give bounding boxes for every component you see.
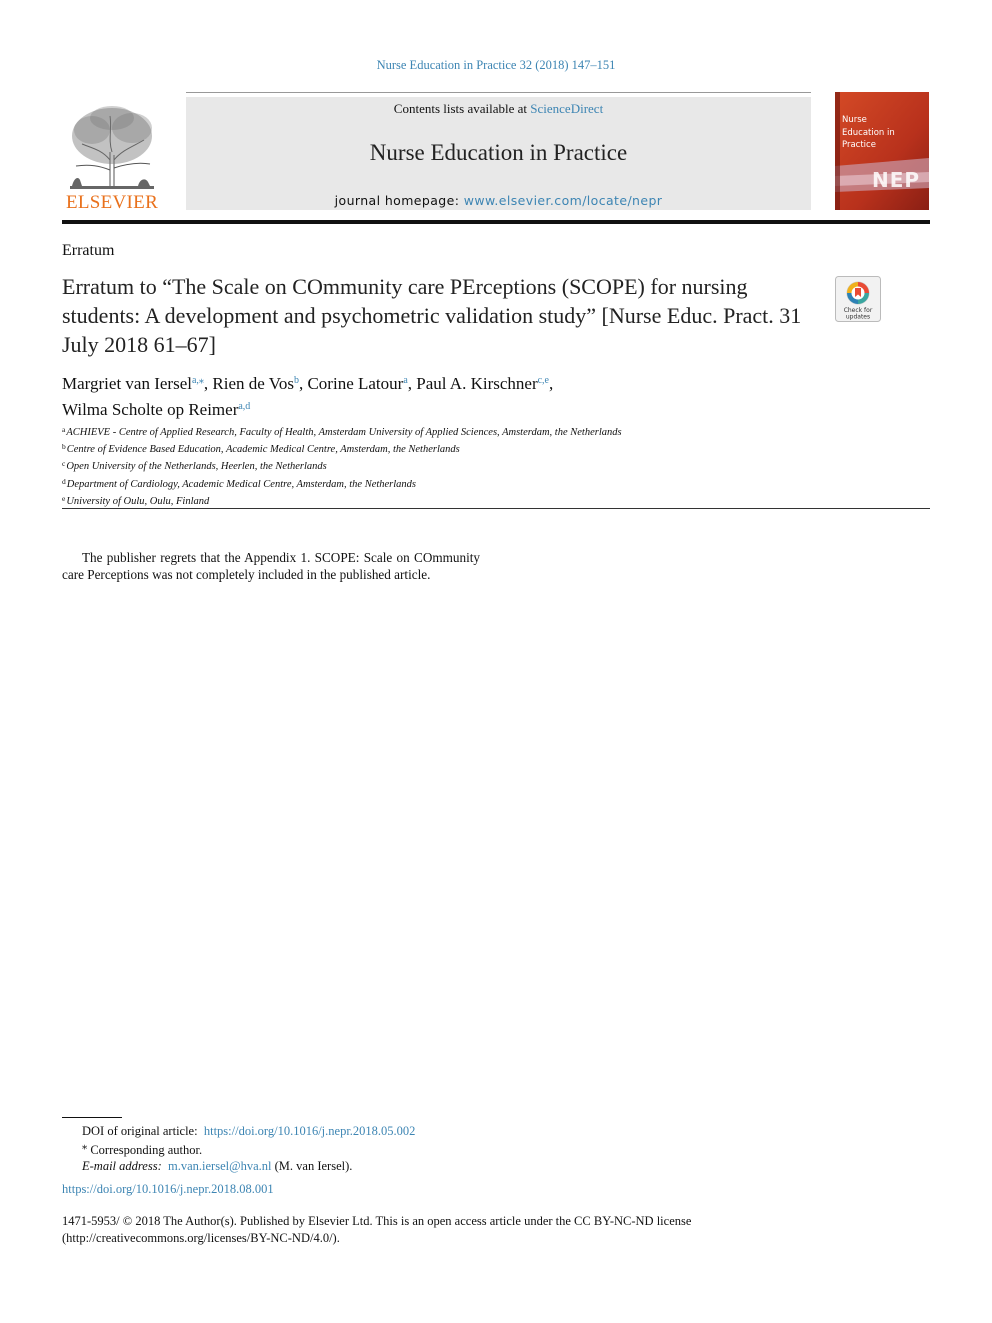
email-link[interactable]: m.van.iersel@hva.nl xyxy=(168,1159,272,1174)
affiliation-item xyxy=(62,423,622,440)
journal-citation[interactable]: Nurse Education in Practice 32 (2018) 147–151 xyxy=(376,58,616,72)
author-affiliation-marker[interactable]: a,⁎ xyxy=(191,375,204,386)
author-name: Rien de Vos xyxy=(212,374,294,393)
doi-label: DOI of original article: xyxy=(82,1124,198,1138)
article-doi-link[interactable]: https://doi.org/10.1016/j.nepr.2018.08.001 xyxy=(62,1182,274,1196)
article-title: Erratum to “The Scale on COmmunity care PErceptions (SCOPE) for nursing students: A development and psychometric validation study” [Nurse Educ. Pract. 31 July 2018 61–67] xyxy=(62,274,802,357)
header-top-divider xyxy=(186,92,811,93)
corresponding-mark: ⁎ xyxy=(82,1141,88,1152)
license-line[interactable]: (http://creativecommons.org/licenses/BY-NC-ND/4.0/). xyxy=(62,1230,340,1245)
affiliation-key: b xyxy=(62,442,66,452)
section-divider xyxy=(62,508,930,509)
original-doi-link[interactable]: https://doi.org/10.1016/j.nepr.2018.05.002 xyxy=(203,1124,416,1138)
author-affiliation-marker[interactable]: c,e xyxy=(537,375,549,386)
author-affiliation-marker[interactable]: a xyxy=(403,375,408,386)
journal-name: Nurse Education in Practice xyxy=(369,140,628,165)
author-name: Corine Latour xyxy=(307,374,404,393)
cover-title xyxy=(842,114,895,152)
crossmark-label: updates xyxy=(845,313,871,321)
cover-title-line: Practice xyxy=(842,140,876,150)
contents-available-line xyxy=(186,101,811,117)
author-separator: , xyxy=(298,374,308,393)
affiliation-text: Open University of the Netherlands, Heerlen, the Netherlands xyxy=(66,461,327,473)
check-for-updates-icon[interactable] xyxy=(835,276,881,322)
affiliation-text: University of Oulu, Oulu, Finland xyxy=(66,495,210,507)
elsevier-wordmark: ELSEVIER xyxy=(65,192,159,213)
corresponding-text: Corresponding author. xyxy=(90,1143,203,1158)
journal-homepage-link[interactable]: www.elsevier.com/locate/nepr xyxy=(463,193,663,208)
author-list xyxy=(62,369,822,421)
affiliation-key: c xyxy=(62,459,66,469)
sciencedirect-link[interactable]: ScienceDirect xyxy=(530,101,604,116)
email-label: E-mail address: xyxy=(82,1159,162,1174)
affiliation-text: Department of Cardiology, Academic Medical Centre, Amsterdam, the Netherlands xyxy=(66,478,417,490)
affiliation-list xyxy=(62,423,622,509)
author-affiliation-marker[interactable]: b xyxy=(293,375,299,386)
header-thick-rule xyxy=(62,220,930,224)
original-doi-footnote xyxy=(62,1123,415,1139)
affiliation-item xyxy=(62,440,622,457)
license-line: 1471-5953/ © 2018 The Author(s). Published by Elsevier Ltd. This is an open access article under the CC BY-NC-ND license xyxy=(62,1214,692,1228)
corresponding-author-footnote xyxy=(62,1139,415,1158)
author-name: Wilma Scholte op Reimer xyxy=(62,400,239,419)
author-separator: , xyxy=(549,374,554,393)
email-footnote xyxy=(62,1158,415,1174)
cover-title-line: Education in xyxy=(842,127,895,138)
affiliation-item xyxy=(62,492,622,509)
homepage-prefix: journal homepage: xyxy=(334,193,464,208)
footnotes xyxy=(62,1123,415,1174)
affiliation-key: d xyxy=(62,476,66,486)
author-separator: , xyxy=(407,374,417,393)
crossmark-label: Check for xyxy=(843,307,873,314)
journal-homepage-line xyxy=(186,193,811,208)
author-separator: , xyxy=(203,374,213,393)
affiliation-item xyxy=(62,475,622,492)
affiliation-key: e xyxy=(62,493,66,503)
affiliation-text: Centre of Evidence Based Education, Academic Medical Centre, Amsterdam, the Netherlands xyxy=(66,444,460,456)
article-type-label: Erratum xyxy=(62,242,115,259)
contents-prefix: Contents lists available at xyxy=(393,101,531,116)
affiliation-key: a xyxy=(62,425,66,434)
affiliation-text: ACHIEVE - Centre of Applied Research, Faculty of Health, Amsterdam University of Applied Sciences, Amsterdam, the Netherlands xyxy=(66,427,622,438)
email-owner: (M. van Iersel). xyxy=(274,1159,353,1174)
erratum-body-text: The publisher regrets that the Appendix 1. SCOPE: Scale on COmmunity care Perceptions was not completely included in the published article. xyxy=(62,550,480,583)
footnote-divider xyxy=(62,1117,122,1118)
cover-abbreviation: NEP xyxy=(872,168,921,192)
author-affiliation-marker[interactable]: a,d xyxy=(238,401,251,412)
license-statement xyxy=(62,1213,762,1246)
author-name: Paul A. Kirschner xyxy=(416,374,538,393)
affiliation-item xyxy=(62,457,622,474)
author-name: Margriet van Iersel xyxy=(62,374,192,393)
cover-title-line: Nurse xyxy=(842,115,867,125)
